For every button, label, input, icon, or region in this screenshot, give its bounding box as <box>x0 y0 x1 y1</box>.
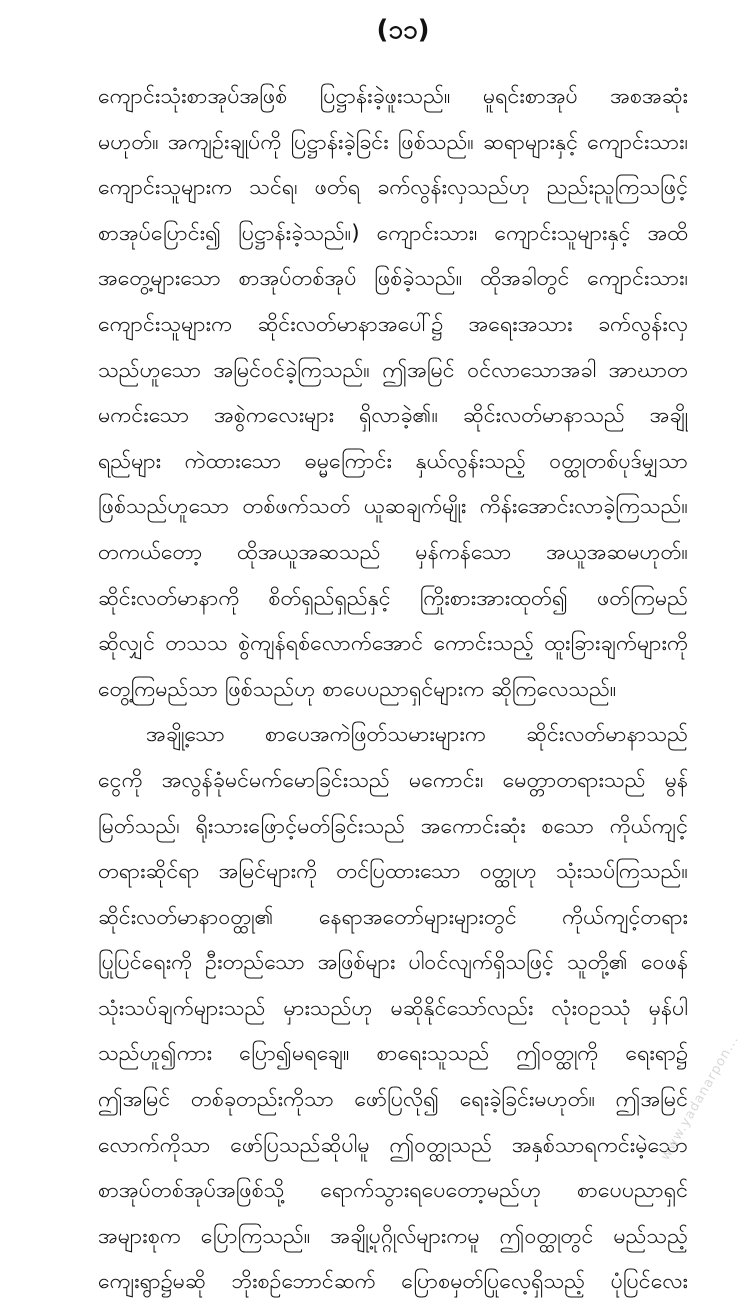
text-line: ငွေကို အလွန်ခုံမင်မက်မောခြင်းသည် မကောင်း၊ မေတ္တာတရားသည် မွန် <box>98 767 688 793</box>
text-line: အချို့သော စာပေအကဲဖြတ်သမားများက ဆိုင်းလတ်မာနာသည် <box>146 722 688 748</box>
text-line: အများစုက ပြောကြသည်။ အချို့ပုဂ္ဂိုလ်များကမူ ဤဝတ္ထုတွင် မည်သည့် <box>98 1223 688 1249</box>
text-line: ဆိုင်းလတ်မာနာဝတ္ထု၏ နေရာအတော်များများတွင် ကိုယ်ကျင့်တရား <box>98 904 688 930</box>
watermark: www.yadanarpon... <box>657 1032 742 1164</box>
text-line: ရည်များ ကဲထားသော ဓမ္မကြောင်း နှယ်လွန်းသည့် ဝတ္ထုတစ်ပုဒ်မျှသာ <box>98 448 688 474</box>
text-line: ဖြစ်သည်ဟူသော တစ်ဖက်သတ် ယူဆချက်မျိုး ကိန်းအောင်းလာခဲ့ကြသည်။ <box>98 494 688 520</box>
text-line: သည်ဟူ၍ကား ပြော၍မရချေ။ စာရေးသူသည် ဤဝတ္ထုကို ရေးရာ၌ <box>98 1041 688 1067</box>
text-line: လောက်ကိုသာ ဖော်ပြသည်ဆိုပါမူ ဤဝတ္ထုသည် အနှစ်သာရကင်းမဲ့သော <box>98 1132 688 1158</box>
text-line: သည်ဟူသော အမြင်ဝင်ခဲ့ကြသည်။ ဤအမြင် ဝင်လာသောအခါ အာဃာတ <box>98 357 688 383</box>
text-line: စာအုပ်ပြောင်း၍ ပြဋ္ဌာန်းခဲ့သည်။) ကျောင်းသား၊ ကျောင်းသူများနှင့် အထိ <box>98 220 688 246</box>
text-line: သုံးသပ်ချက်များသည် မှားသည်ဟု မဆိုနိုင်သော်လည်း လုံးဝဥဿုံ မှန်ပါ <box>98 995 688 1021</box>
text-line: တွေ့ကြမည်သာ ဖြစ်သည်ဟု စာပေပညာရှင်များက ဆိုကြလေသည်။ <box>98 676 617 702</box>
text-line: ဆိုလျှင် တသသ စွဲကျန်ရစ်လောက်အောင် ကောင်းသည့် ထူးခြားချက်များကို <box>98 631 688 657</box>
body-text <box>98 74 688 1305</box>
text-line: ကျောင်းသုံးစာအုပ်အဖြစ် ပြဋ္ဌာန်းခဲ့ဖူးသည်။ မူရင်းစာအုပ် အစအဆုံး <box>98 84 688 109</box>
text-line: အတွေ့များသော စာအုပ်တစ်အုပ် ဖြစ်ခဲ့သည်။ ထိုအခါတွင် ကျောင်းသား၊ <box>98 266 688 292</box>
text-line: ကျောင်းသူများက သင်ရ၊ ဖတ်ရ ခက်လွန်းလှသည်ဟု ညည်းညူကြသဖြင့် <box>98 175 688 201</box>
text-line: မဟုတ်။ အကျဉ်းချုပ်ကို ပြဋ္ဌာန်းခဲ့ခြင်း ဖြစ်သည်။ ဆရာများနှင့် ကျောင်းသား၊ <box>98 129 688 155</box>
page-number: (၁၁) <box>376 15 430 45</box>
text-line: မကင်းသော အစွဲကလေးများ ရှိလာခဲ့၏။ ဆိုင်းလတ်မာနာသည် အချို့ <box>98 403 688 429</box>
text-line: ကျောင်းသူများက ဆိုင်းလတ်မာနာအပေါ်၌ အရေးအသား ခက်လွန်းလှ <box>98 311 688 337</box>
text-line: ဆိုင်းလတ်မာနာကို စိတ်ရှည်ရှည်နှင့် ကြိုးစားအားထုတ်၍ ဖတ်ကြမည် <box>98 585 688 611</box>
text-line: တရားဆိုင်ရာ အမြင်များကို တင်ပြထားသော ဝတ္ထုဟု သုံးသပ်ကြသည်။ <box>98 859 688 885</box>
text-line: ကျေးရွာ၌မဆို ဘိုးစဉ်ဘောင်ဆက် ပြောစမှတ်ပြုလေ့ရှိသည့် ပုံပြင်လေး <box>98 1269 688 1295</box>
text-line: ပြုပြင်ရေးကို ဦးတည်သော အဖြစ်များ ပါဝင်လျက်ရှိသဖြင့် သူတို့၏ ဝေဖန် <box>98 950 688 976</box>
text-line: ဤအမြင် တစ်ခုတည်းကိုသာ ဖော်ပြလို၍ ရေးခဲ့ခြင်းမဟုတ်။ ဤအမြင် <box>98 1087 688 1113</box>
text-line: တကယ်တော့ ထိုအယူအဆသည် မှန်ကန်သော အယူအဆမဟုတ်။ <box>98 539 688 565</box>
text-line: မြတ်သည်၊ ရိုးသားဖြောင့်မတ်ခြင်းသည် အကောင်းဆုံး စသော ကိုယ်ကျင့် <box>98 813 688 839</box>
text-line: စာအုပ်တစ်အုပ်အဖြစ်သို့ ရောက်သွားရပေတော့မည်ဟု စာပေပညာရှင် <box>98 1178 688 1204</box>
